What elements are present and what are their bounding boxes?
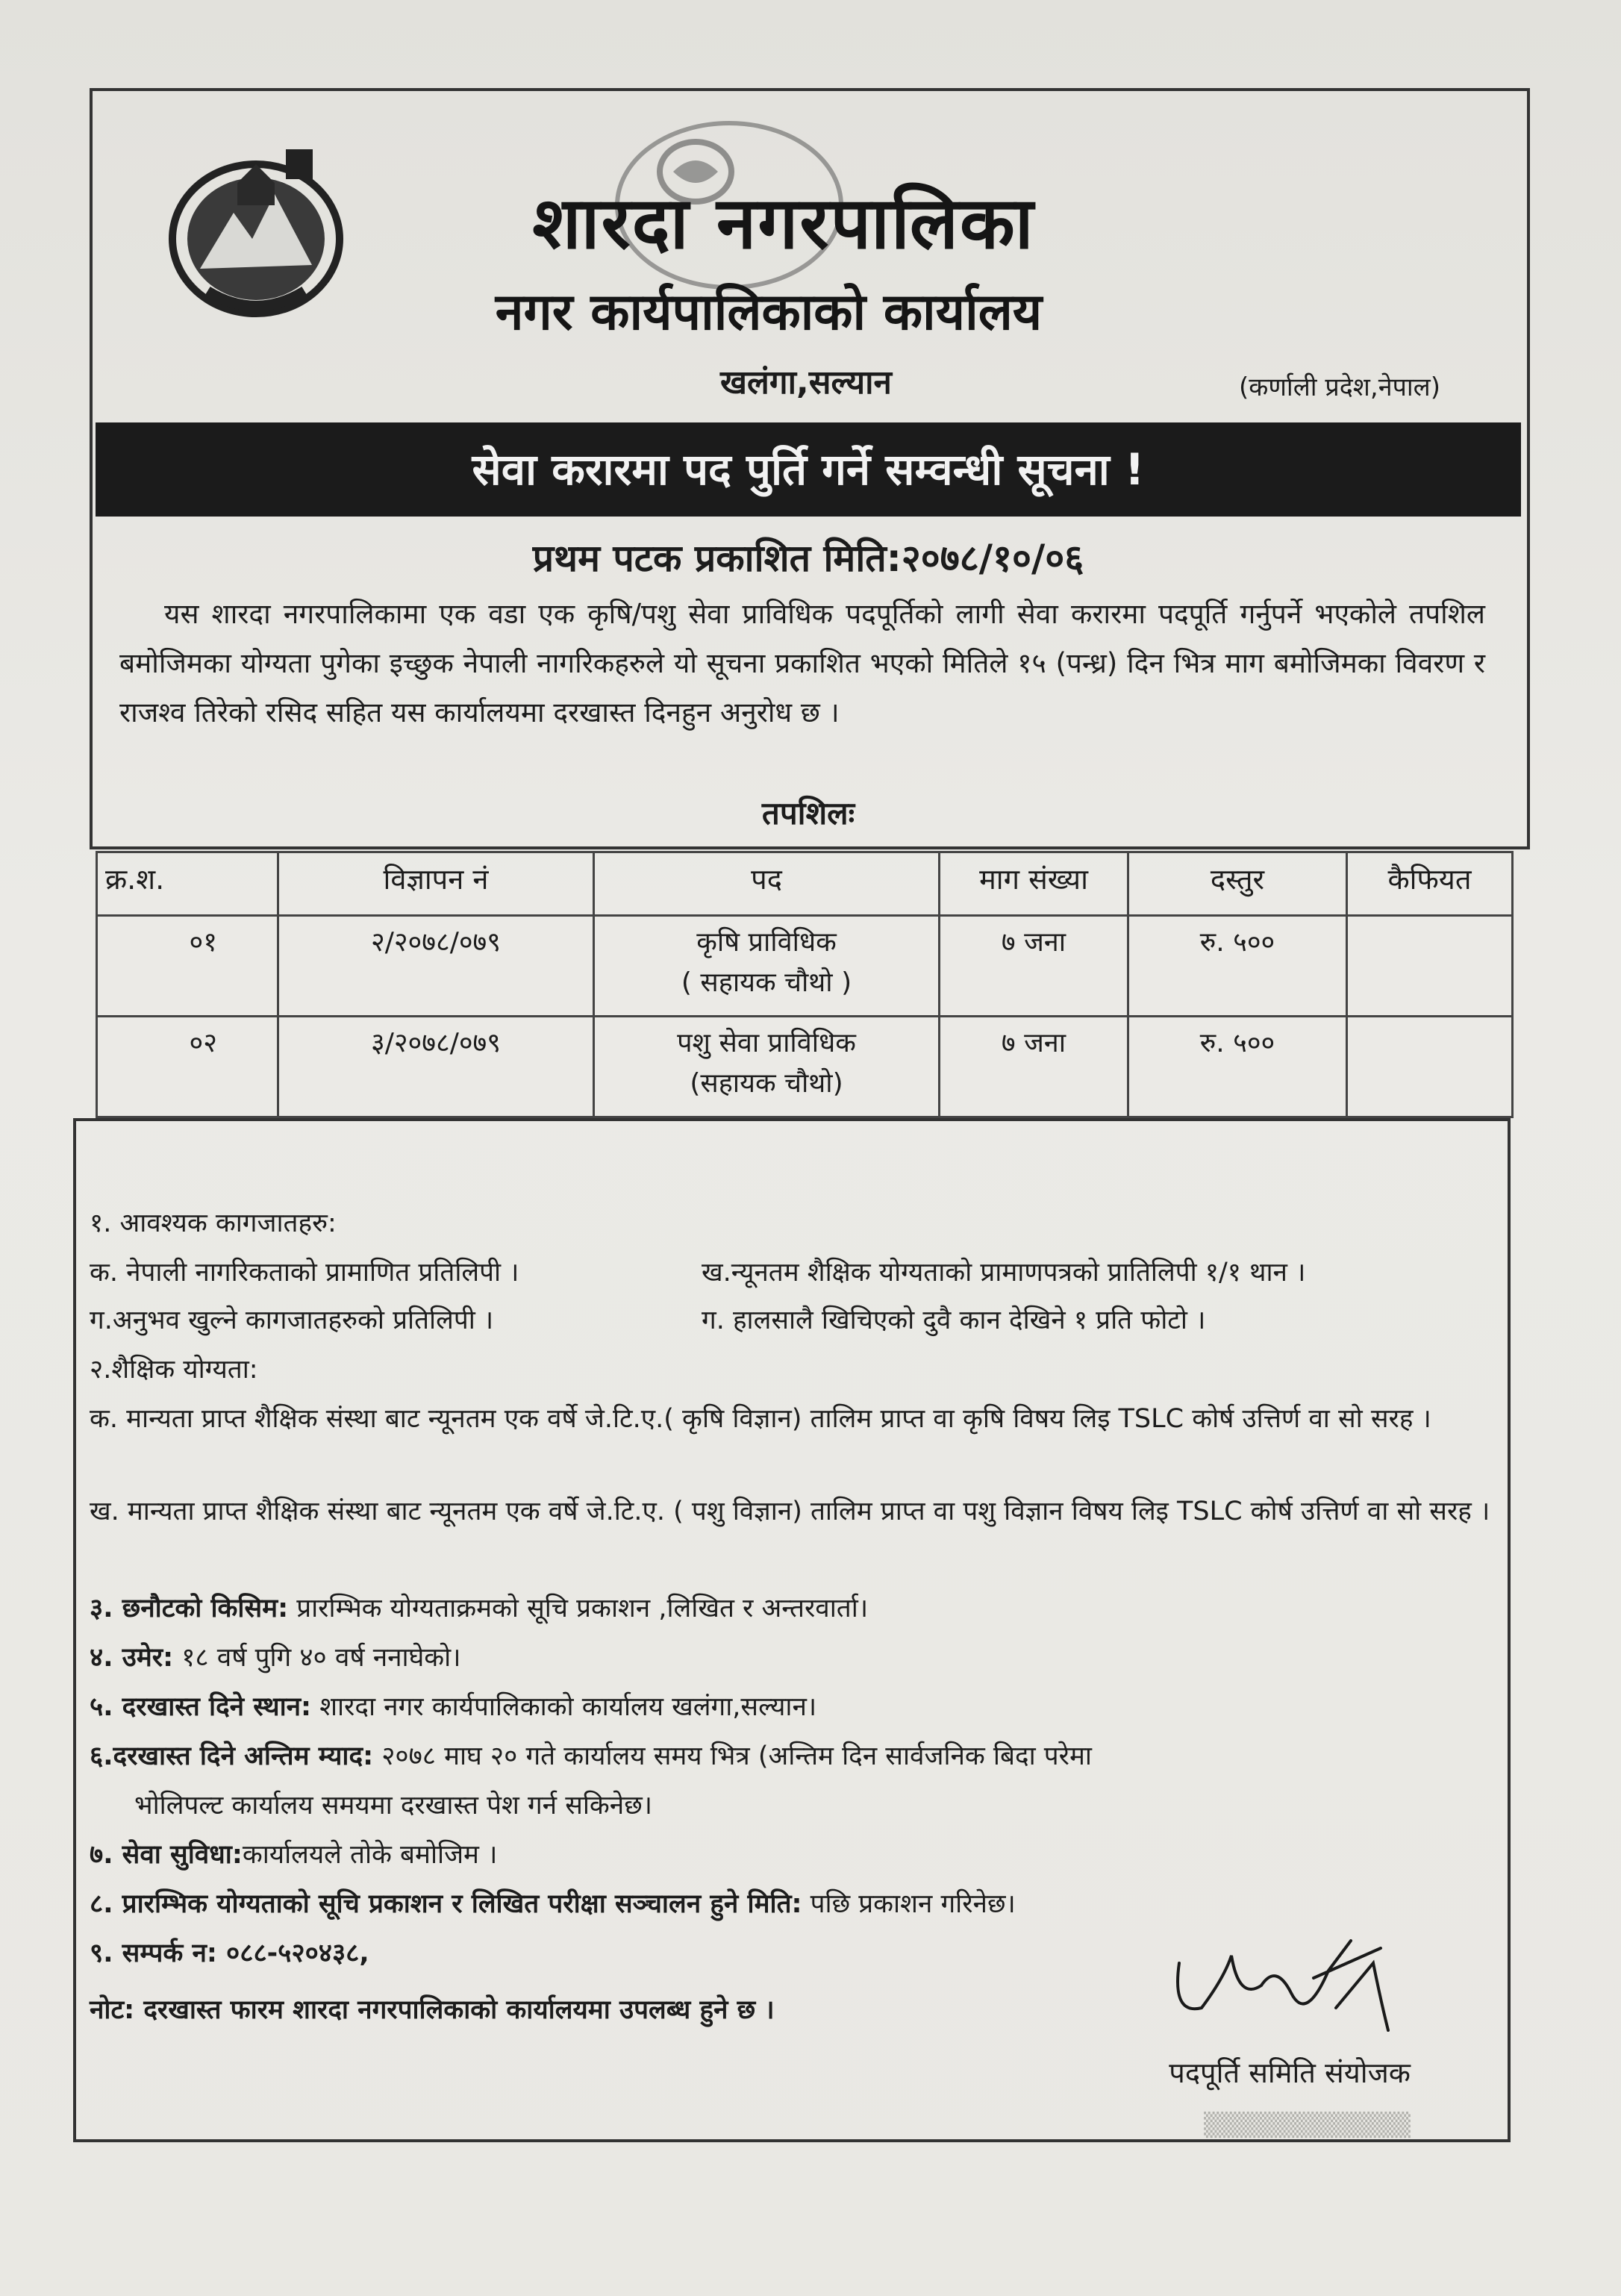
government-emblem-icon	[163, 142, 349, 321]
cell-ad-no: ३/२०७८/०७९	[278, 1017, 594, 1117]
age-value: १८ वर्ष पुगि ४० वर्ष ननाघेको।	[173, 1643, 461, 1673]
col-header-post: पद	[594, 852, 940, 916]
deadline	[90, 1735, 1493, 1778]
post-level: (सहायक चौथो)	[690, 1068, 843, 1099]
documents-row-2	[90, 1299, 1493, 1342]
documents-heading: १. आवश्यक कागजातहरु:	[90, 1208, 337, 1238]
col-header-count: माग संख्या	[940, 852, 1128, 916]
table-row	[97, 1017, 1513, 1117]
list-publication	[90, 1882, 1493, 1926]
selection-label: ३. छनौटको किसिम:	[90, 1594, 289, 1623]
col-header-fee: दस्तुर	[1128, 852, 1347, 916]
doc-item-photo: ग. हालसालै खिचिएको दुवै कान देखिने १ प्रति फोटो ।	[702, 1305, 1206, 1335]
contact-phone: ०८८-५२०४३८,	[216, 1938, 369, 1968]
cell-post	[594, 1017, 940, 1117]
signature	[1164, 1933, 1403, 2045]
cell-ad-no: २/२०७८/०७९	[278, 916, 594, 1017]
education-item-livestock: ख. मान्यता प्राप्त शैक्षिक संस्था बाट न्यूनतम एक वर्षे जे.टि.ए. ( पशु विज्ञान) तालिम प्राप्त वा पशु विज्ञान विषय लिइ TSLC कोर्ष उत्तिर्ण वा सो सरह ।	[90, 1497, 1490, 1526]
doc-item-experience: ग.अनुभव खुल्ने कागजातहरुको प्रतिलिपी ।	[90, 1305, 494, 1335]
post-title: पशु सेवा प्राविधिक	[677, 1028, 856, 1058]
list-label: ८. प्रारम्भिक योग्यताको सूचि प्रकाशन र लिखित परीक्षा सञ्चालन हुने मिति:	[90, 1889, 802, 1919]
cell-post	[594, 916, 940, 1017]
note-label: नोट:	[90, 1995, 135, 2025]
application-place	[90, 1685, 1493, 1729]
service-facility	[90, 1833, 1493, 1877]
published-date: प्रथम पटक प्रकाशित मिति:२०७८/१०/०६	[532, 537, 1084, 580]
province-label: (कर्णाली प्रदेश,नेपाल)	[1238, 372, 1440, 402]
deadline-value: २०७८ माघ २० गते कार्यालय समय भित्र (अन्तिम दिन सार्वजनिक बिदा परेमा	[373, 1741, 1092, 1771]
deadline-continuation: भोलिपल्ट कार्यालय समयमा दरखास्त पेश गर्न सकिनेछ।	[134, 1791, 653, 1821]
cell-sn: ०२	[97, 1017, 278, 1117]
education-heading: २.शैक्षिक योग्यता:	[90, 1355, 258, 1385]
col-header-remarks: कैफियत	[1347, 852, 1513, 916]
doc-item-citizenship: क. नेपाली नागरिकताको प्रामाणित प्रतिलिपी ।	[90, 1258, 519, 1288]
facility-label: ७. सेवा सुविधा:	[90, 1840, 243, 1870]
post-title: कृषि प्राविधिक	[696, 927, 837, 958]
table-header-row	[97, 852, 1513, 916]
signatory-title: पदपूर्ति समिति संयोजक	[1169, 2056, 1411, 2089]
cell-count: ७ जना	[940, 1017, 1128, 1117]
office-location: खलंगा,सल्यान	[720, 364, 892, 402]
list-value: पछि प्रकाशन गरिनेछ।	[802, 1889, 1016, 1919]
age-requirement	[90, 1636, 1493, 1679]
documents-row-1	[90, 1251, 1493, 1294]
note-value: दरखास्त फारम शारदा नगरपालिकाको कार्यालयमा उपलब्ध हुने छ ।	[134, 1995, 775, 2025]
education-item-agriculture: क. मान्यता प्राप्त शैक्षिक संस्था बाट न्यूनतम एक वर्षे जे.टि.ए.( कृषि विज्ञान) तालिम प्राप्त वा कृषि विषय लिइ TSLC कोर्ष उत्तिर्ण वा सो सरह ।	[90, 1404, 1431, 1434]
doc-item-certificate: ख.न्यूनतम शैक्षिक योग्यताको प्रामाणपत्रको प्रातिलिपी १/१ थान ।	[702, 1258, 1306, 1288]
selection-value: प्रारम्भिक योग्यताक्रमको सूचि प्रकाशन ,लिखित र अन्तरवार्ता।	[288, 1594, 869, 1623]
age-label: ४. उमेर:	[90, 1643, 174, 1673]
notice-title: सेवा करारमा पद पुर्ति गर्ने सम्वन्धी सूचना !	[96, 422, 1521, 517]
contact-label: ९. सम्पर्क न:	[90, 1938, 217, 1968]
cell-count: ७ जना	[940, 916, 1128, 1017]
facility-value: कार्यालयले तोके बमोजिम ।	[242, 1840, 498, 1870]
col-header-sn: क्र.श.	[97, 852, 278, 916]
post-level: ( सहायक चौथो )	[681, 967, 852, 998]
col-header-ad-no: विज्ञापन नं	[278, 852, 594, 916]
org-name: शारदा नगरपालिका	[532, 181, 1035, 265]
cell-sn: ०१	[97, 916, 278, 1017]
place-value: शारदा नगर कार्यपालिकाको कार्यालय खलंगा,सल्यान।	[311, 1692, 817, 1722]
selection-method	[90, 1587, 1493, 1630]
place-label: ५. दरखास्त दिने स्थान:	[90, 1692, 312, 1722]
cell-fee: रु. ५००	[1128, 1017, 1347, 1117]
details-heading: तपशिलः	[761, 795, 855, 832]
faint-stamp-text: ▒▒▒▒▒▒▒▒▒▒▒▒	[1204, 2112, 1411, 2139]
intro-paragraph: यस शारदा नगरपालिकामा एक वडा एक कृषि/पशु सेवा प्राविधिक पदपूर्तिको लागी सेवा करारमा पदपूर्ति गर्नुपर्ने भएकोले तपशिल बमोजिमका योग्यता पुगेका इच्छुक नेपाली नागरिकहरुले यो सूचना प्रकाशित भएको मितिले १५ (पन्ध्र) दिन भित्र माग बमोजिमका विवरण र राजश्व तिरेको रसिद सहित यस कार्यालयमा दरखास्त दिनहुन अनुरोध छ ।	[119, 598, 1485, 729]
cell-fee: रु. ५००	[1128, 916, 1347, 1017]
table-row	[97, 916, 1513, 1017]
office-name: नगर कार्यपालिकाको कार्यालय	[495, 283, 1043, 342]
cell-remarks	[1347, 916, 1513, 1017]
deadline-label: ६.दरखास्त दिने अन्तिम म्याद:	[90, 1741, 374, 1771]
vacancy-table	[96, 851, 1514, 1118]
cell-remarks	[1347, 1017, 1513, 1117]
